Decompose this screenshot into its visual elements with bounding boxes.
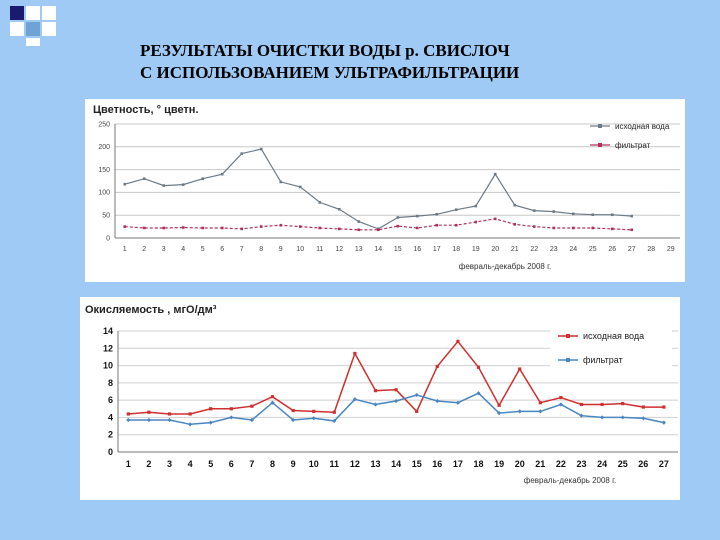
y-tick-label: 0 [107,447,113,457]
data-point [474,205,477,208]
data-point [357,220,360,223]
data-point [455,224,458,227]
data-point [611,228,614,231]
x-tick-label: 11 [329,459,340,469]
x-tick-label: 16 [432,459,443,469]
data-point [513,223,516,226]
data-point [538,409,542,413]
data-point [621,415,625,419]
data-point [513,204,516,207]
x-tick-label: 12 [335,246,344,253]
title-line-2: С ИСПОЛЬЗОВАНИЕМ УЛЬТРАФИЛЬТРАЦИИ [140,63,520,82]
data-point [533,209,536,212]
data-point [162,227,165,230]
legend-marker [598,143,602,147]
x-tick-label: 22 [555,459,566,469]
x-tick-label: 24 [597,459,608,469]
x-tick-label: 23 [549,246,558,253]
legend-label: исходная вода [583,331,645,341]
deco-square [42,6,56,20]
data-point [143,177,146,180]
data-point [373,402,377,406]
data-point [318,201,321,204]
data-point [292,409,295,412]
y-tick-label: 50 [102,212,110,220]
x-tick-label: 7 [239,246,244,253]
legend-label: исходная вода [615,122,670,131]
x-tick-label: 3 [161,246,166,253]
x-tick-label: 10 [296,246,305,253]
x-tick-label: 9 [290,459,296,469]
data-point [600,415,604,419]
x-tick-label: 21 [535,459,546,469]
y-tick-label: 10 [102,360,113,371]
deco-square [26,38,40,46]
deco-square [26,22,40,36]
x-tick-label: 20 [491,246,500,253]
data-point [642,405,645,408]
y-tick-label: 0 [106,235,110,243]
data-point [353,352,356,355]
data-point [533,225,536,228]
deco-square [10,6,24,20]
data-point [147,418,151,422]
data-point [299,186,302,189]
x-tick-label: 4 [187,459,193,469]
data-point [456,340,459,343]
data-point [260,148,263,151]
x-tick-label: 14 [374,246,383,253]
data-point [333,411,336,414]
x-tick-label: 27 [658,459,669,469]
data-point [474,221,477,224]
x-tick-label: 16 [413,246,422,253]
x-tick-label: 17 [432,246,441,253]
data-point [415,410,418,413]
data-point [126,418,130,422]
x-tick-label: 19 [471,246,480,253]
x-tick-label: 17 [452,459,463,469]
data-point [167,418,171,422]
data-point [539,401,542,404]
data-point [641,416,645,420]
data-point [209,421,213,425]
x-tick-label: 26 [608,246,617,253]
x-tick-label: 15 [411,459,422,469]
data-point [662,405,665,408]
y-tick-label: 12 [102,343,113,354]
y-tick-label: 250 [98,121,110,129]
data-point [279,224,282,227]
x-tick-label: 26 [638,459,649,469]
y-tick-label: 150 [98,166,110,174]
x-axis-label: февраль-декабрь 2008 г. [523,476,617,485]
data-point [611,213,614,216]
data-point [201,227,204,230]
x-tick-label: 15 [393,246,402,253]
x-tick-label: 4 [181,246,186,253]
data-point [394,399,398,403]
data-point [435,213,438,216]
x-tick-label: 20 [514,459,525,469]
x-tick-label: 14 [391,459,402,469]
x-tick-label: 8 [269,459,276,469]
legend-marker [566,358,570,362]
x-tick-label: 6 [228,459,234,469]
x-tick-label: 5 [200,246,205,253]
y-tick-label: 4 [107,412,113,423]
x-tick-label: 24 [569,246,578,253]
data-point [518,367,521,370]
data-point [377,228,380,231]
data-point [436,365,439,368]
data-point [416,227,419,230]
deco-square [42,22,56,36]
legend-label: фильтрат [615,141,651,150]
data-point [123,225,126,228]
title-line-1: РЕЗУЛЬТАТЫ ОЧИСТКИ ВОДЫ р. СВИСЛОЧ [140,41,510,60]
y-tick-label: 200 [98,144,110,152]
oxidizability-chart [80,297,680,500]
x-axis-label: февраль-декабрь 2008 г. [458,262,552,271]
y-tick-label: 100 [98,189,110,197]
x-tick-label: 13 [354,246,363,253]
data-point [374,389,377,392]
data-point [396,225,399,228]
x-tick-label: 1 [122,246,127,253]
data-point [601,403,604,406]
x-tick-label: 10 [308,459,319,469]
chart-title: Цветность, ° цветн. [93,104,199,116]
x-tick-label: 1 [125,459,131,469]
data-point [416,215,419,218]
x-tick-label: 29 [666,246,675,253]
data-point [318,227,321,230]
x-tick-label: 9 [278,246,283,253]
data-point [201,177,204,180]
slide-title [140,40,700,84]
y-tick-label: 6 [107,395,113,406]
data-point [552,227,555,230]
x-tick-label: 7 [249,459,255,469]
y-tick-label: 8 [107,377,113,388]
data-point [229,415,233,419]
chart-title: Окисляемость , мгО/дм³ [85,304,217,316]
data-point [415,393,419,397]
data-point [250,405,253,408]
data-point [338,228,341,231]
data-point [168,412,171,415]
legend-label: фильтрат [583,355,623,365]
data-point [271,395,274,398]
deco-square [26,6,40,20]
x-tick-label: 13 [370,459,381,469]
data-point [299,225,302,228]
data-point [494,173,497,176]
data-point [182,183,185,186]
data-point [312,416,316,420]
data-point [435,224,438,227]
data-point [395,388,398,391]
data-point [162,184,165,187]
data-point [338,208,341,211]
deco-square [10,22,24,36]
data-point [572,213,575,216]
data-point [147,411,150,414]
data-point [127,412,130,415]
data-point [559,396,562,399]
data-point [143,227,146,230]
data-point [580,403,583,406]
x-tick-label: 2 [146,459,152,469]
color-chart-panel [85,99,685,282]
data-point [518,409,522,413]
data-point [240,152,243,155]
data-point [221,173,224,176]
x-tick-label: 21 [510,246,519,253]
data-point [621,402,624,405]
x-tick-label: 27 [627,246,636,253]
x-tick-label: 2 [142,246,147,253]
data-point [662,421,666,425]
data-point [188,422,192,426]
legend-marker [598,124,602,128]
data-point [357,228,360,231]
y-tick-label: 14 [102,326,113,336]
data-point [552,210,555,213]
x-tick-label: 19 [494,459,505,469]
x-tick-label: 18 [452,246,461,253]
x-tick-label: 11 [316,246,324,253]
x-tick-label: 3 [166,459,173,469]
legend-marker [566,334,570,338]
data-point [630,215,633,218]
data-point [182,226,185,229]
data-point [435,399,439,403]
x-tick-label: 5 [208,459,214,469]
data-point [312,410,315,413]
oxidizability-chart-panel [80,297,680,500]
x-tick-label: 25 [617,459,628,469]
data-point [279,181,282,184]
color-chart [85,99,685,282]
x-tick-label: 22 [530,246,539,253]
x-tick-label: 28 [647,246,656,253]
data-point [477,366,480,369]
corner-decoration [0,0,60,45]
data-point [591,213,594,216]
y-tick-label: 2 [107,429,113,440]
data-point [455,208,458,211]
data-point [396,216,399,219]
x-tick-label: 25 [588,246,597,253]
data-point [189,412,192,415]
data-point [230,407,233,410]
data-point [498,404,501,407]
data-point [221,227,224,230]
x-tick-label: 18 [473,459,484,469]
data-point [123,183,126,186]
data-point [260,225,263,228]
data-point [572,227,575,230]
data-point [240,228,243,231]
x-tick-label: 23 [576,459,587,469]
series-line-0 [125,149,632,229]
x-tick-label: 12 [349,459,360,469]
data-point [630,228,633,231]
data-point [494,218,497,221]
data-point [209,407,212,410]
data-point [591,227,594,230]
x-tick-label: 8 [259,246,264,253]
x-tick-label: 6 [220,246,225,253]
